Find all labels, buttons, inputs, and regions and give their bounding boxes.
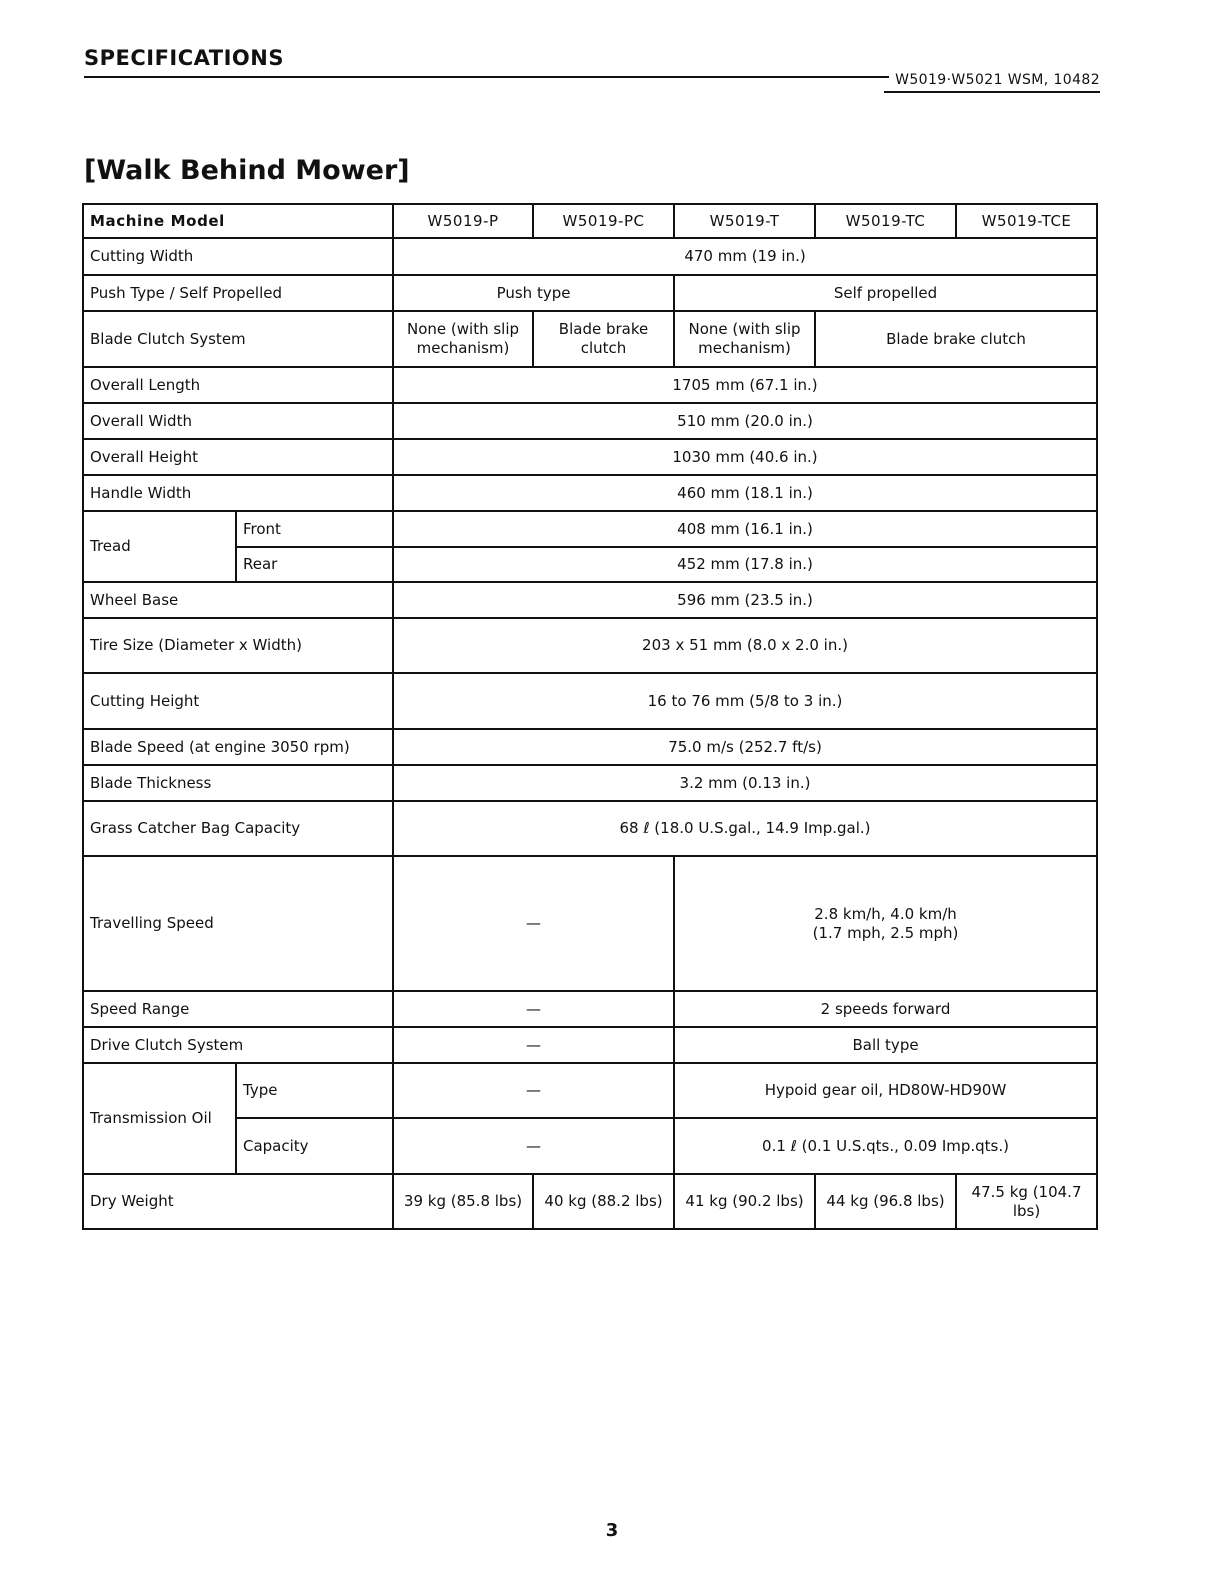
cutting-height-label: Cutting Height xyxy=(83,673,393,729)
grass-catcher-value: 68 ℓ (18.0 U.S.gal., 14.9 Imp.gal.) xyxy=(393,801,1097,856)
tire-size-label: Tire Size (Diameter x Width) xyxy=(83,618,393,673)
push-type-label: Push Type / Self Propelled xyxy=(83,275,393,311)
dry-weight-label: Dry Weight xyxy=(83,1174,393,1229)
cutting-width-label: Cutting Width xyxy=(83,238,393,275)
table-row-grass-catcher xyxy=(83,801,1097,856)
blade-thickness-label: Blade Thickness xyxy=(83,765,393,801)
tire-size-value: 203 x 51 mm (8.0 x 2.0 in.) xyxy=(393,618,1097,673)
model-w5019-pc: W5019-PC xyxy=(533,204,674,238)
cutting-width-value: 470 mm (19 in.) xyxy=(393,238,1097,275)
table-row-tread-rear xyxy=(83,547,1097,582)
grass-catcher-label: Grass Catcher Bag Capacity xyxy=(83,801,393,856)
table-row-blade-clutch xyxy=(83,311,1097,367)
wheel-base-value: 596 mm (23.5 in.) xyxy=(393,582,1097,618)
table-row-overall-length xyxy=(83,367,1097,403)
overall-width-label: Overall Width xyxy=(83,403,393,439)
transmission-type-value: Hypoid gear oil, HD80W-HD90W xyxy=(674,1063,1097,1118)
blade-clutch-pc: Blade brake clutch xyxy=(533,311,674,367)
handle-width-value: 460 mm (18.1 in.) xyxy=(393,475,1097,511)
transmission-oil-label: Transmission Oil xyxy=(83,1063,236,1174)
specifications-table xyxy=(82,203,1098,1230)
transmission-capacity-label: Capacity xyxy=(236,1118,393,1174)
document-reference: W5019·W5021 WSM, 10482 xyxy=(889,72,1100,88)
table-row-speed-range xyxy=(83,991,1097,1027)
tread-front-value: 408 mm (16.1 in.) xyxy=(393,511,1097,547)
travelling-speed-line2: (1.7 mph, 2.5 mph) xyxy=(812,923,959,942)
table-row-tread-front xyxy=(83,511,1097,547)
speed-range-label: Speed Range xyxy=(83,991,393,1027)
table-row-drive-clutch xyxy=(83,1027,1097,1063)
model-w5019-t: W5019-T xyxy=(674,204,815,238)
table-row-blade-speed xyxy=(83,729,1097,765)
page-header xyxy=(84,46,1100,94)
dry-weight-tce: 47.5 kg (104.7 lbs) xyxy=(956,1174,1097,1229)
push-type-value: Push type xyxy=(393,275,674,311)
table-row-blade-thickness xyxy=(83,765,1097,801)
travelling-speed-push: — xyxy=(393,856,674,991)
page-title: [Walk Behind Mower] xyxy=(84,155,410,186)
table-row-handle-width xyxy=(83,475,1097,511)
doc-ref-rule xyxy=(884,91,1100,93)
tread-rear-label: Rear xyxy=(236,547,393,582)
drive-clutch-label: Drive Clutch System xyxy=(83,1027,393,1063)
speed-range-push: — xyxy=(393,991,674,1027)
transmission-type-push: — xyxy=(393,1063,674,1118)
speed-range-self: 2 speeds forward xyxy=(674,991,1097,1027)
cutting-height-value: 16 to 76 mm (5/8 to 3 in.) xyxy=(393,673,1097,729)
page-number: 3 xyxy=(605,1520,619,1541)
transmission-capacity-push: — xyxy=(393,1118,674,1174)
overall-width-value: 510 mm (20.0 in.) xyxy=(393,403,1097,439)
wheel-base-label: Wheel Base xyxy=(83,582,393,618)
model-w5019-tce: W5019-TCE xyxy=(956,204,1097,238)
handle-width-label: Handle Width xyxy=(83,475,393,511)
blade-thickness-value: 3.2 mm (0.13 in.) xyxy=(393,765,1097,801)
table-row-push-type xyxy=(83,275,1097,311)
blade-clutch-t: None (with slip mechanism) xyxy=(674,311,815,367)
drive-clutch-self: Ball type xyxy=(674,1027,1097,1063)
table-row-dry-weight xyxy=(83,1174,1097,1229)
table-row-wheel-base xyxy=(83,582,1097,618)
table-row-cutting-height xyxy=(83,673,1097,729)
overall-height-label: Overall Height xyxy=(83,439,393,475)
table-row-tire-size xyxy=(83,618,1097,673)
table-row-overall-height xyxy=(83,439,1097,475)
overall-height-value: 1030 mm (40.6 in.) xyxy=(393,439,1097,475)
self-propelled-value: Self propelled xyxy=(674,275,1097,311)
tread-rear-value: 452 mm (17.8 in.) xyxy=(393,547,1097,582)
table-row-travelling-speed xyxy=(83,856,1097,991)
model-w5019-tc: W5019-TC xyxy=(815,204,956,238)
overall-length-label: Overall Length xyxy=(83,367,393,403)
blade-speed-value: 75.0 m/s (252.7 ft/s) xyxy=(393,729,1097,765)
dry-weight-pc: 40 kg (88.2 lbs) xyxy=(533,1174,674,1229)
tread-front-label: Front xyxy=(236,511,393,547)
table-row-overall-width xyxy=(83,403,1097,439)
table-row-machine-model xyxy=(83,204,1097,238)
blade-speed-label: Blade Speed (at engine 3050 rpm) xyxy=(83,729,393,765)
section-label: SPECIFICATIONS xyxy=(84,46,284,70)
tread-label: Tread xyxy=(83,511,236,582)
dry-weight-t: 41 kg (90.2 lbs) xyxy=(674,1174,815,1229)
machine-model-label: Machine Model xyxy=(83,204,393,238)
dry-weight-p: 39 kg (85.8 lbs) xyxy=(393,1174,533,1229)
transmission-type-label: Type xyxy=(236,1063,393,1118)
blade-clutch-p: None (with slip mechanism) xyxy=(393,311,533,367)
blade-clutch-tc: Blade brake clutch xyxy=(815,311,1097,367)
drive-clutch-push: — xyxy=(393,1027,674,1063)
travelling-speed-self xyxy=(674,856,1097,991)
table-row-transmission-capacity xyxy=(83,1118,1097,1174)
transmission-capacity-value: 0.1 ℓ (0.1 U.S.qts., 0.09 Imp.qts.) xyxy=(674,1118,1097,1174)
travelling-speed-label: Travelling Speed xyxy=(83,856,393,991)
table-row-transmission-type xyxy=(83,1063,1097,1118)
blade-clutch-label: Blade Clutch System xyxy=(83,311,393,367)
dry-weight-tc: 44 kg (96.8 lbs) xyxy=(815,1174,956,1229)
table-row-cutting-width xyxy=(83,238,1097,275)
overall-length-value: 1705 mm (67.1 in.) xyxy=(393,367,1097,403)
model-w5019-p: W5019-P xyxy=(393,204,533,238)
travelling-speed-line1: 2.8 km/h, 4.0 km/h xyxy=(814,904,957,923)
